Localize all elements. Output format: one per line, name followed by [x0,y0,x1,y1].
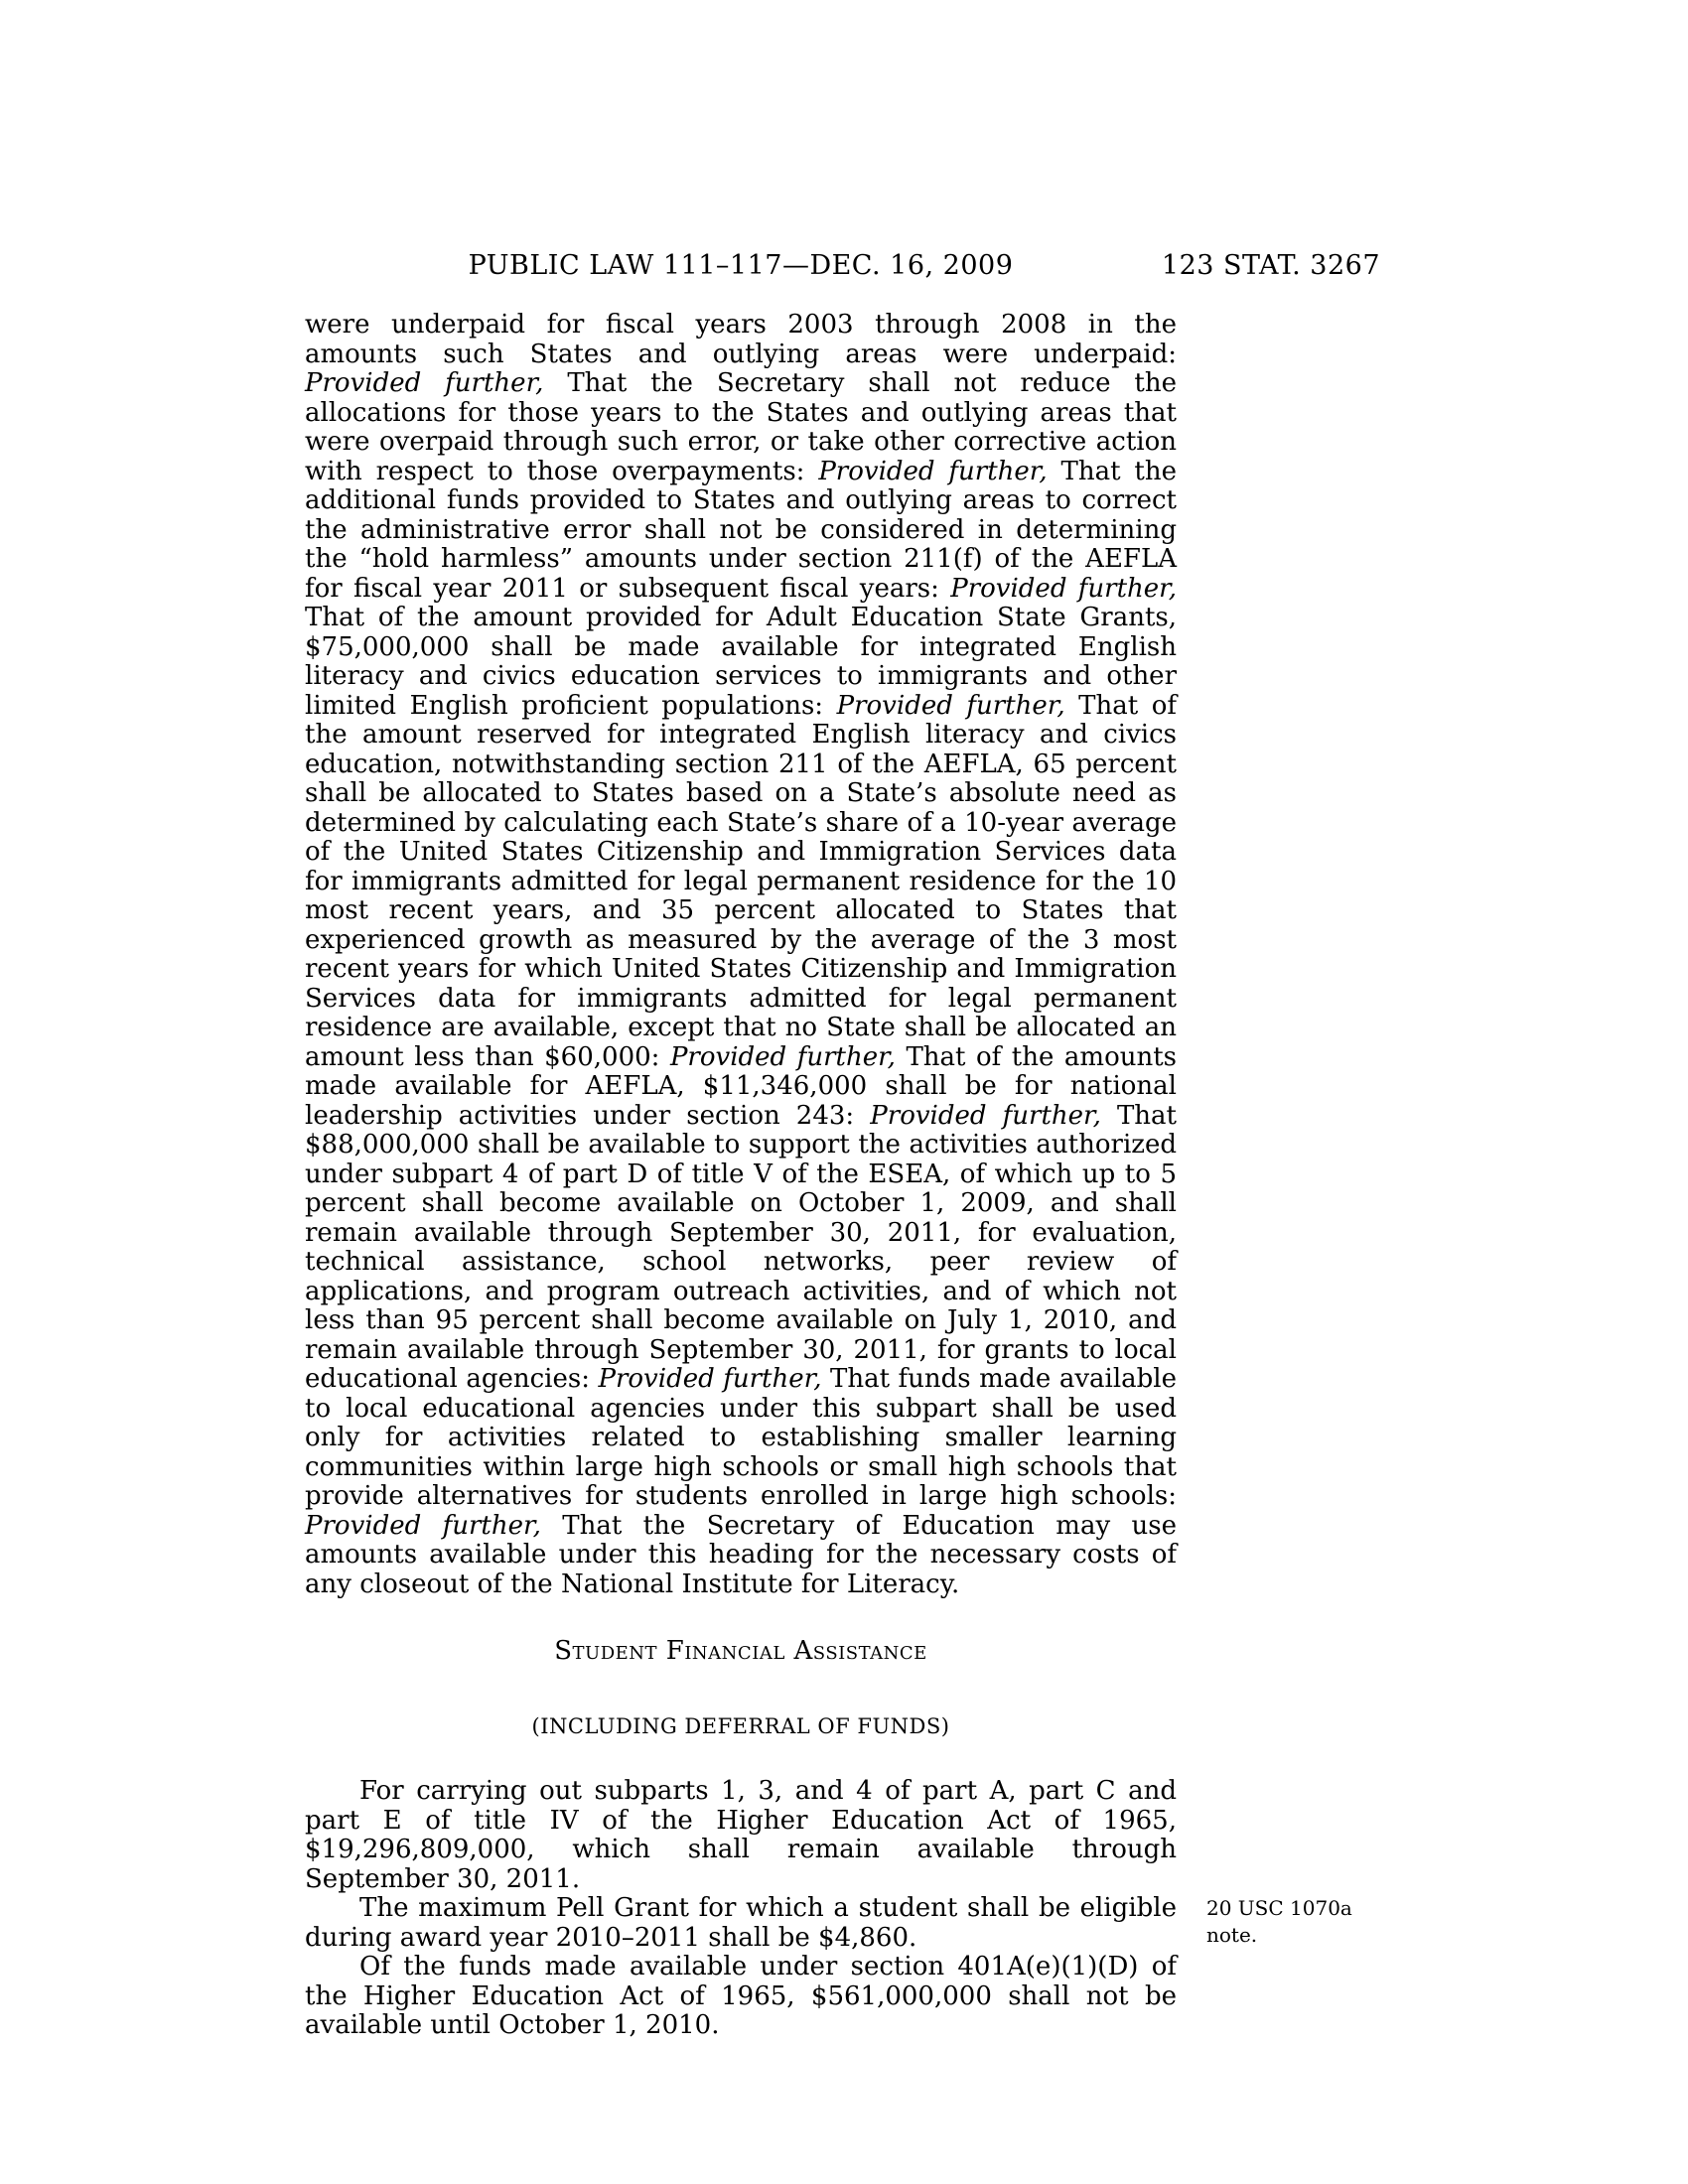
deferral-paragraph: Of the funds made available under section 401A(e)(1)(D) of the Higher Education Act of 1965, $561,000,000 shall not be available until October 1, 2010. [305,1952,1177,2040]
section-subheading: (INCLUDING DEFERRAL OF FUNDS) [531,1713,950,1738]
usc-margin-note-line1: 20 USC 1070a [1206,1896,1352,1920]
section-heading: Student Financial Assistance [554,1636,927,1666]
running-head [305,250,1380,284]
pell-grant-paragraph: The maximum Pell Grant for which a student shall be eligible during award year 2010–2011 shall be $4,860. [305,1893,1177,1953]
continuation-paragraph: were underpaid for fiscal years 2003 through 2008 in the amounts such States and outlying areas were underpaid: Provided further, That the Secretary shall not reduce the allocations for those years to the States and outlying areas that were overpaid through such error, or take other corrective action with respect to those overpayments: Provided further, That the additional funds provided to States and outlying areas to correct the administrative error shall not be considered in determining the “hold harmless” amounts under section 211(f) of the AEFLA for fiscal year 2011 or subsequent fiscal years: Provided further, That of the amount provided for Adult Education State Grants, $75,000,000 shall be made available for integrated English literacy and civics education services to immigrants and other limited English proficient populations: Provided further, That of the amount reserved for integrated English literacy and civics education, notwithstanding section 211 of the AEFLA, 65 percent shall be allocated to States based on a State’s absolute need as determined by calculating each State’s share of a 10-year average of the United States Citizenship and Immigration Services data for immigrants admitted for legal permanent residence for the 10 most recent years, and 35 percent allocated to States that experienced growth as measured by the average of the 3 most recent years for which United States Citizenship and Immigration Services data for immigrants admitted for legal permanent residence are available, except that no State shall be allocated an amount less than $60,000: Provided further, That of the amounts made available for AEFLA, $11,346,000 shall be for national leadership activities under section 243: Provided further, That $88,000,000 shall be available to support the activities authorized under subpart 4 of part D of title V of the ESEA, of which up to 5 percent shall become available on October 1, 2009, and shall remain available through September 30, 2011, for evaluation, technical assistance, school networks, peer review of applications, and program outreach activities, and of which not less than 95 percent shall become available on July 1, 2010, and remain available through September 30, 2011, for grants to local educational agencies: Provided further, That funds made available to local educational agencies under this subpart shall be used only for activities related to establishing smaller learning communities within large high schools or small high schools that provide alternatives for students enrolled in large high schools: Provided further, That the Secretary of Education may use amounts available under this heading for the necessary costs of any closeout of the National Institute for Literacy. [305,310,1178,1599]
usc-margin-note-line2: note. [1206,1923,1258,1947]
pell-grant-block [305,1893,1352,1953]
appropriation-paragraph: For carrying out subparts 1, 3, and 4 of part A, part C and part E of title IV of the Higher Education Act of 1965, $19,296,809,000, which shall remain available through September 30, 2011. [305,1776,1177,1894]
stat-page-number: 123 STAT. 3267 [1161,250,1380,281]
law-title: PUBLIC LAW 111–117—DEC. 16, 2009 [468,250,1014,281]
usc-margin-note [1206,1895,1405,1949]
text-column [305,310,1352,2041]
